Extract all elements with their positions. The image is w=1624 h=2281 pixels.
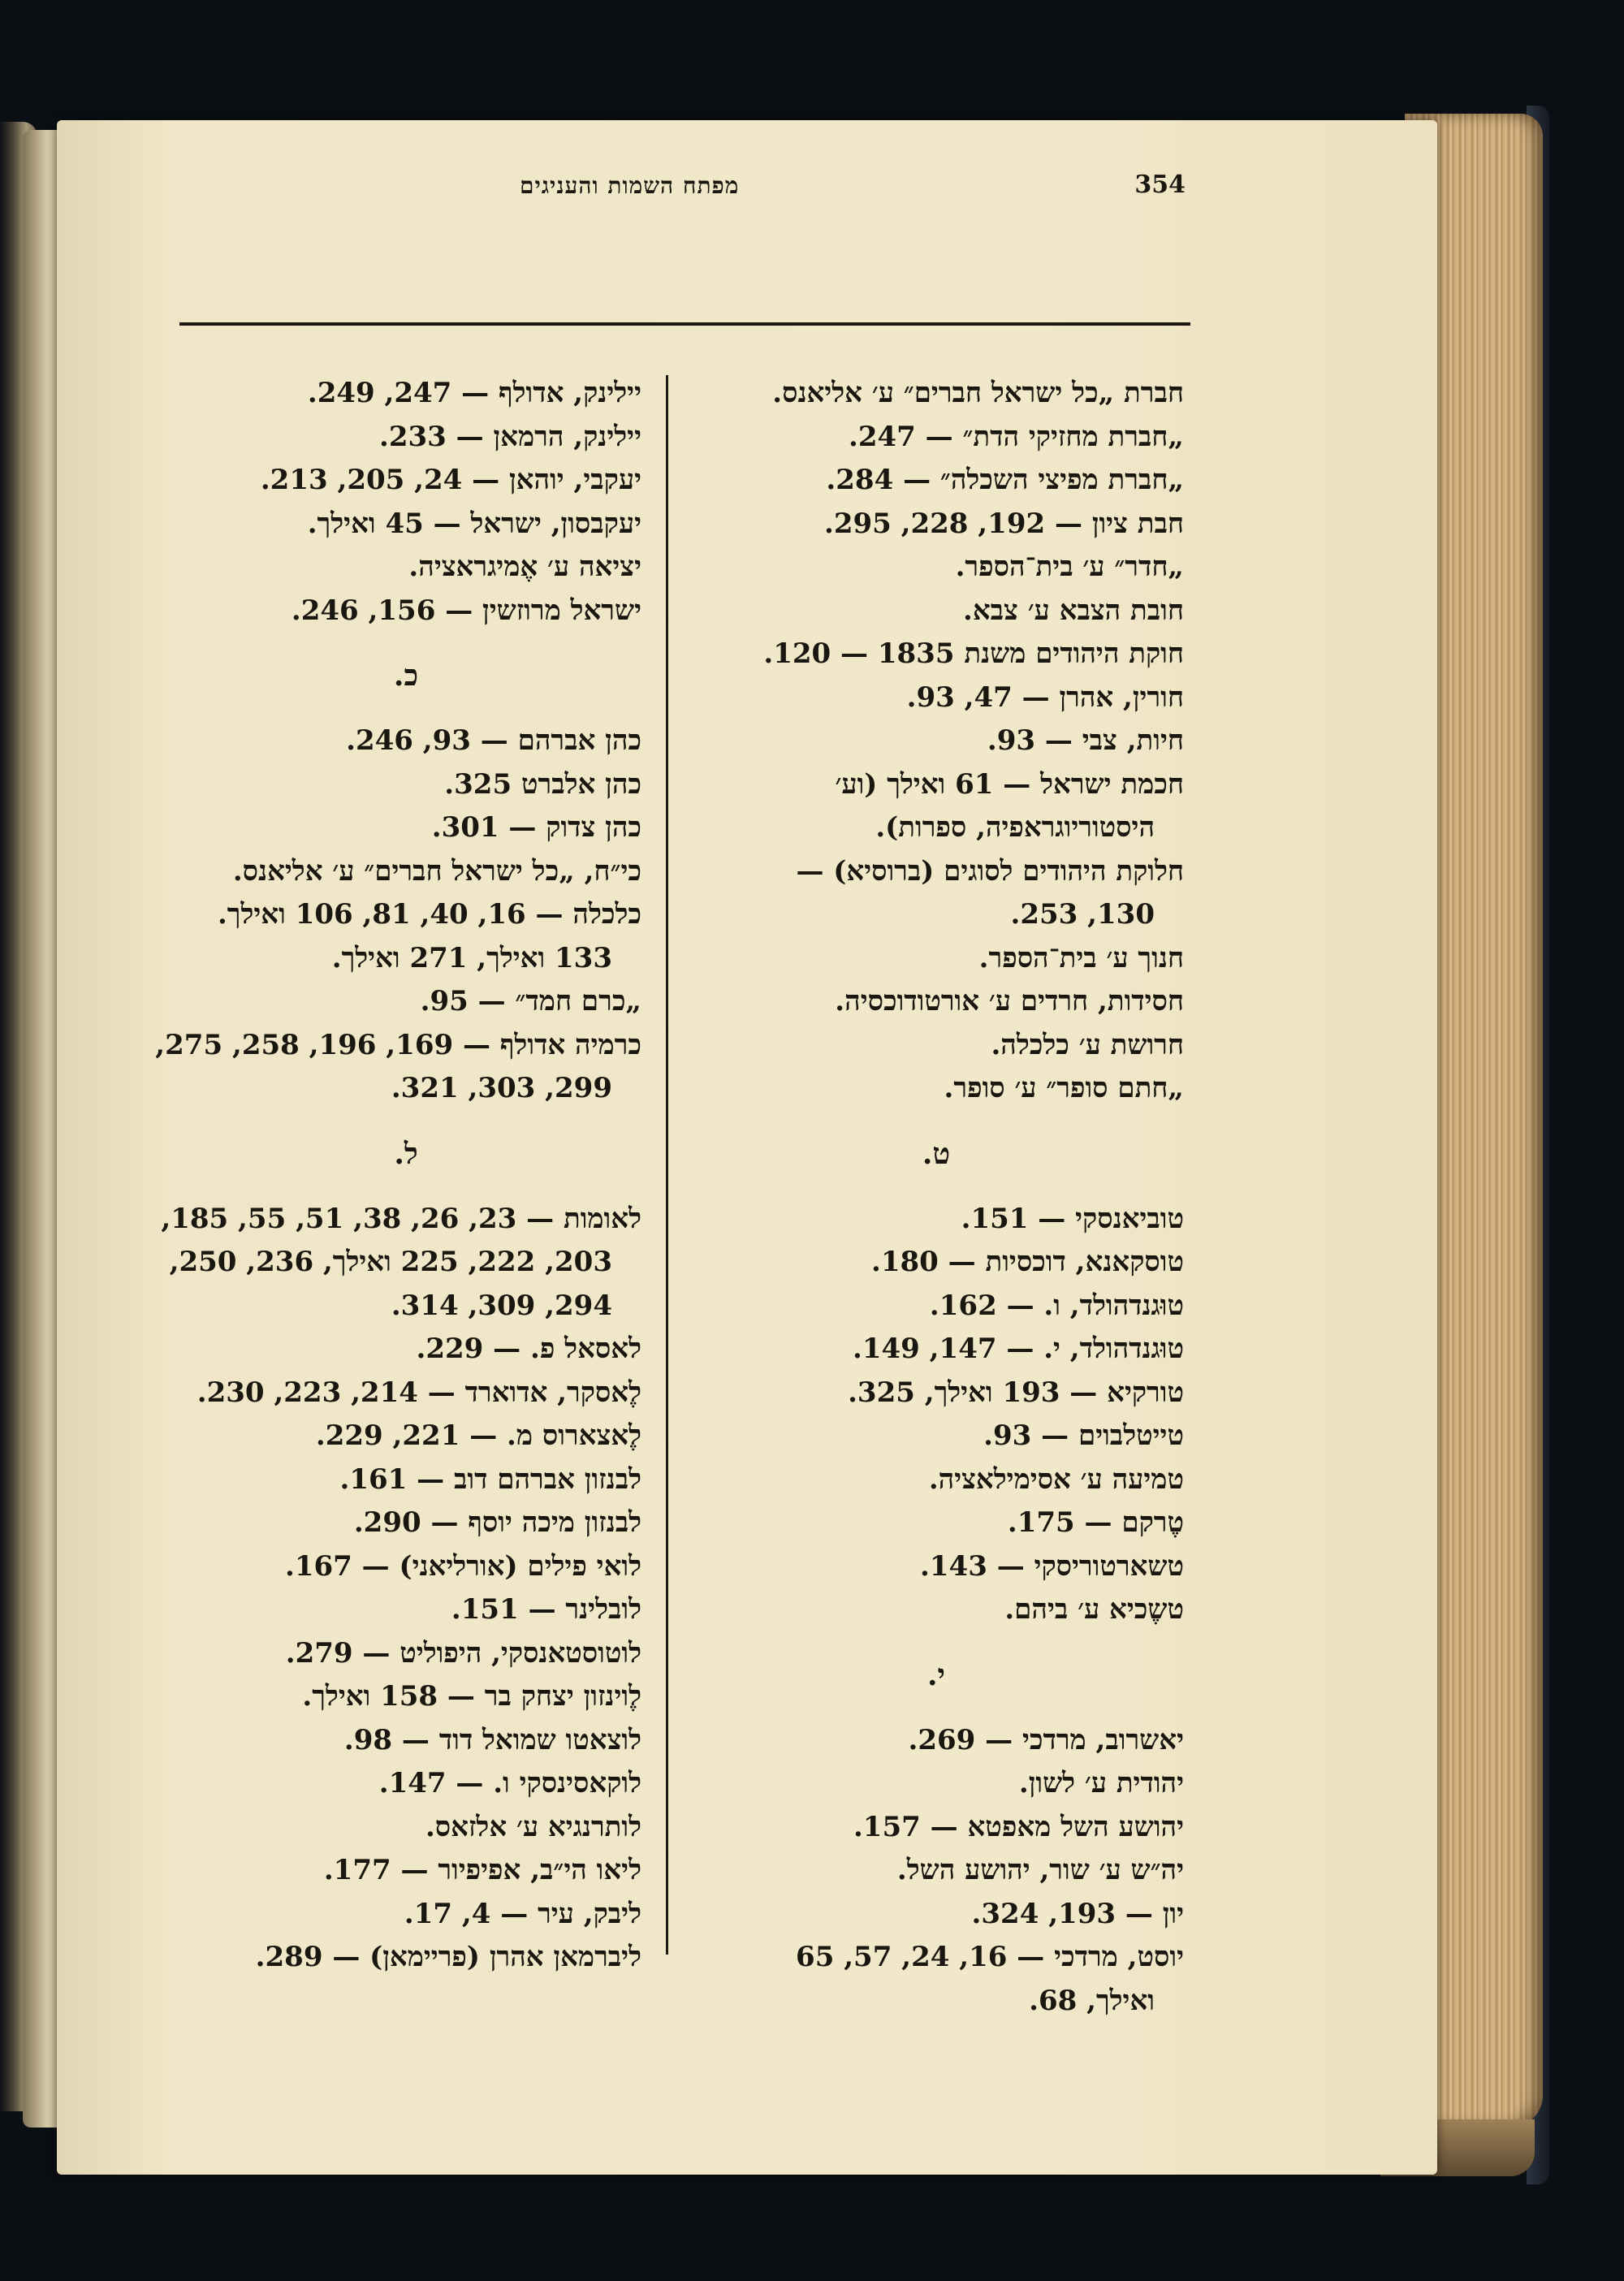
index-entry: יהושע השל מאפטא — 157. — [853, 1810, 1184, 1843]
index-entry: טשארטוריסקי — 143. — [920, 1549, 1184, 1583]
index-entry: לֶוינזון יצחק בר — 158 ואילך. — [302, 1680, 641, 1713]
index-entry: חובת הצבא ע׳ צבא. — [963, 594, 1184, 627]
page-number: 354 — [1134, 171, 1186, 199]
index-entry: יון — 193, 324. — [971, 1897, 1184, 1930]
index-entry: טוביאנסקי — 151. — [961, 1202, 1184, 1235]
index-entry: טייטלבוים — 93. — [983, 1419, 1184, 1452]
index-entry: לֶאסקר, אדוארד — 214, 223, 230. — [197, 1376, 641, 1409]
section-letter: ט. — [922, 1136, 951, 1171]
index-entry: יילינק, הרמאן — 233. — [379, 420, 641, 453]
index-entry: כי״ח, „כל ישראל חברים״ ע׳ אליאנס. — [232, 854, 641, 888]
index-entry: „חברת מפיצי השכלה״ — 284. — [826, 464, 1184, 496]
index-entry: לבנזון אברהם דוב — 161. — [339, 1462, 641, 1496]
column-divider — [666, 375, 668, 1955]
index-column-right — [689, 372, 1184, 2023]
index-entry: חרושת ע׳ כלכלה. — [991, 1028, 1184, 1061]
index-entry: לבנזון מיכה יוסף — 290. — [353, 1506, 641, 1539]
index-entry: יהודית ע׳ לשון. — [1018, 1767, 1184, 1799]
index-entry: יציאה ע׳ אֶמיגראציה. — [408, 551, 641, 583]
index-entry: לאומות — 23, 26, 38, 51, 55, 185, — [161, 1202, 641, 1235]
index-entry: לֶאצארוס מ. — 221, 229. — [315, 1419, 641, 1452]
index-entry: ליבק, עיר — 4, 17. — [404, 1897, 641, 1930]
section-letter: כ. — [393, 659, 419, 693]
index-entry: „חתם סופר״ ע׳ סופר. — [944, 1072, 1184, 1104]
index-entry: „חברת מחזיקי הדת״ — 247. — [848, 420, 1184, 453]
index-entry: חבת ציון — 192, 228, 295. — [823, 507, 1184, 540]
index-entry: 294, 309, 314. — [391, 1289, 612, 1322]
index-entry: יעקבי, יוהאן — 24, 205, 213. — [260, 464, 641, 496]
index-entry: חיות, צבי — 93. — [987, 724, 1184, 757]
index-entry: כלכלה — 16, 40, 81, 106 ואילך. — [217, 898, 641, 931]
index-entry: היסטוריוגראפיה, ספרות). — [875, 811, 1155, 844]
section-letter: ל. — [394, 1136, 418, 1171]
index-entry: „חדר״ ע׳ בית־הספר. — [955, 551, 1184, 583]
index-column-left — [155, 372, 641, 1980]
index-entry: יאשרוב, מרדכי — 269. — [908, 1723, 1184, 1756]
index-entry: חורין, אהרן — 47, 93. — [906, 680, 1184, 714]
section-letter: י. — [927, 1657, 945, 1692]
index-entry: „כרם חמד״ — 95. — [420, 985, 641, 1017]
running-head: מפתח השמות והעניגים — [520, 172, 740, 199]
index-entry: ישראל מרוזשין — 156, 246. — [291, 594, 641, 627]
index-entry: יילינק, אדולף — 247, 249. — [307, 377, 641, 409]
index-entry: טורקיא — 193 ואילך, 325. — [848, 1376, 1184, 1409]
index-entry: יעקבסון, ישראל — 45 ואילך. — [307, 507, 641, 540]
index-entry: חוקת היהודים משנת 1835 — 120. — [763, 637, 1184, 670]
index-entry: לובלינר — 151. — [451, 1593, 641, 1626]
index-entry: 130, 253. — [1010, 898, 1155, 931]
index-entry: כרמיה אדולף — 169, 196, 258, 275, — [155, 1028, 641, 1061]
index-entry: 299, 303, 321. — [391, 1072, 612, 1104]
index-entry: לותרנגיא ע׳ אלזאס. — [425, 1810, 641, 1843]
index-entry: לואי פילים (אורליאני) — 167. — [285, 1549, 641, 1583]
index-entry: ליברמאן אהרן (פריימאן) — 289. — [255, 1941, 641, 1973]
index-entry: כהן אברהם — 93, 246. — [346, 724, 641, 757]
header-rule — [179, 322, 1190, 326]
index-entry: חלוקת היהודים לסוגים (ברוסיא) — — [796, 854, 1184, 888]
index-entry: כהן אלברט 325. — [444, 767, 641, 801]
index-entry: ליאו הי״ב, אפיפיור — 177. — [323, 1854, 641, 1886]
index-entry: לוקאסינסקי ו. — 147. — [378, 1767, 641, 1799]
index-entry: 203, 222, 225 ואילך, 236, 250, — [169, 1246, 612, 1278]
index-entry: חכמת ישראל — 61 ואילך (וע׳ — [835, 767, 1184, 801]
index-entry: לאסאל פ. — 229. — [416, 1333, 641, 1365]
index-entry: יוסט, מרדכי — 16, 24, 57, 65 — [796, 1941, 1184, 1973]
index-entry: טשֶכיא ע׳ ביהם. — [1004, 1593, 1184, 1626]
index-entry: 133 ואילך, 271 ואילך. — [331, 941, 612, 974]
index-entry: לוצאטו שמואל דוד — 98. — [343, 1723, 641, 1756]
index-entry: טוסקאנא, דוכסיות — 180. — [870, 1246, 1184, 1278]
index-entry: טמיעה ע׳ אסימילאציה. — [928, 1462, 1184, 1496]
index-entry: יה״ש ע׳ שור, יהושע השל. — [896, 1854, 1184, 1886]
index-entry: טוּגנדהולד, י. — 147, 149. — [853, 1333, 1184, 1365]
index-entry: כהן צדוק — 301. — [431, 811, 641, 844]
page-header — [179, 162, 1186, 211]
index-entry: חנוך ע׳ בית־הספר. — [978, 941, 1184, 974]
index-entry: חסידות, חרדים ע׳ אורטודוכסיה. — [835, 985, 1184, 1017]
index-entry: טוּגנדהולד, ו. — 162. — [929, 1289, 1184, 1322]
index-entry: לוטוסטאנסקי, היפוליט — 279. — [285, 1636, 641, 1670]
index-entry: טֶרקם — 175. — [1007, 1506, 1184, 1539]
index-entry: חברת „כל ישראל חברים״ ע׳ אליאנס. — [772, 377, 1184, 409]
index-entry: ואילך, 68. — [1029, 1984, 1155, 2017]
